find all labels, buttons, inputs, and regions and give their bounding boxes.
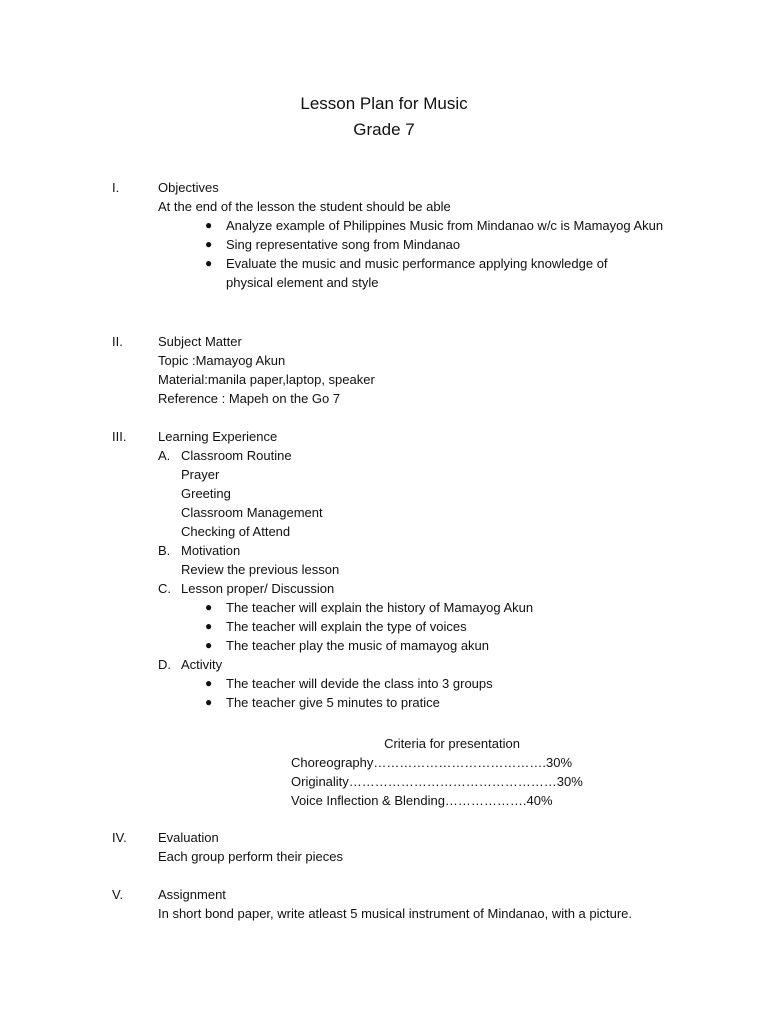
section-heading: Objectives: [158, 180, 219, 195]
list-item: Review the previous lesson: [181, 562, 340, 577]
section-heading: Subject Matter: [158, 334, 242, 349]
section-heading: Assignment: [158, 887, 226, 902]
criteria-title: Criteria for presentation: [384, 736, 520, 751]
section-number: III.: [112, 429, 127, 444]
list-item: Classroom Management: [181, 505, 323, 520]
section-heading: Learning Experience: [158, 429, 278, 444]
bullet-icon: ●: [205, 695, 213, 709]
list-item: ● Evaluate the music and music performance applying knowledge of physical element and style: [205, 256, 608, 290]
list-item: ● The teacher will explain the type of voices: [205, 619, 467, 634]
bullet-icon: ●: [205, 676, 213, 690]
section-heading: Evaluation: [158, 830, 219, 845]
bullet-icon: ●: [205, 638, 213, 652]
subsection-b: B. Motivation: [158, 543, 241, 558]
bullet-icon: ●: [205, 600, 213, 614]
bullet-icon: ●: [205, 256, 213, 270]
evaluation-text: Each group perform their pieces: [158, 849, 343, 864]
bullet-icon: ●: [205, 619, 213, 633]
list-item: ● The teacher give 5 minutes to pratice: [205, 695, 440, 710]
title-line-1: Lesson Plan for Music: [300, 94, 468, 113]
subsection-a: A. Classroom Routine: [158, 448, 292, 463]
title-line-2: Grade 7: [353, 120, 415, 139]
section-number: IV.: [112, 830, 127, 845]
list-item: Checking of Attend: [181, 524, 291, 539]
list-item: ● Sing representative song from Mindanao: [205, 237, 461, 252]
subsection-c: C. Lesson proper/ Discussion: [158, 581, 335, 596]
list-item: ● The teacher will devide the class into 3 groups: [205, 676, 493, 691]
list-item: ● Analyze example of Philippines Music from Mindanao w/c is Mamayog Akun: [205, 218, 664, 233]
subject-topic: Topic :Mamayog Akun: [158, 353, 286, 368]
list-item: ● The teacher will explain the history of Mamayog Akun: [205, 600, 534, 615]
list-item: ● The teacher play the music of mamayog akun: [205, 638, 490, 653]
subject-material: Material:manila paper,laptop, speaker: [158, 372, 375, 387]
objectives-intro: At the end of the lesson the student should be able: [158, 199, 451, 214]
criteria-row: Voice Inflection & Blending……………….40%: [291, 793, 553, 808]
bullet-icon: ●: [205, 218, 213, 232]
list-item: Greeting: [181, 486, 231, 501]
assignment-text: In short bond paper, write atleast 5 musical instrument of Mindanao, with a picture.: [158, 906, 633, 921]
subsection-d: D. Activity: [158, 657, 223, 672]
bullet-icon: ●: [205, 237, 213, 251]
section-number: V.: [112, 887, 124, 902]
list-item: Prayer: [181, 467, 220, 482]
section-number: I.: [112, 180, 120, 195]
criteria-row: Choreography………………………………….30%: [291, 755, 573, 770]
subject-reference: Reference : Mapeh on the Go 7: [158, 391, 341, 406]
criteria-list: [291, 753, 583, 810]
criteria-row: Originality…………………………………………30%: [291, 774, 583, 789]
section-number: II.: [112, 334, 123, 349]
